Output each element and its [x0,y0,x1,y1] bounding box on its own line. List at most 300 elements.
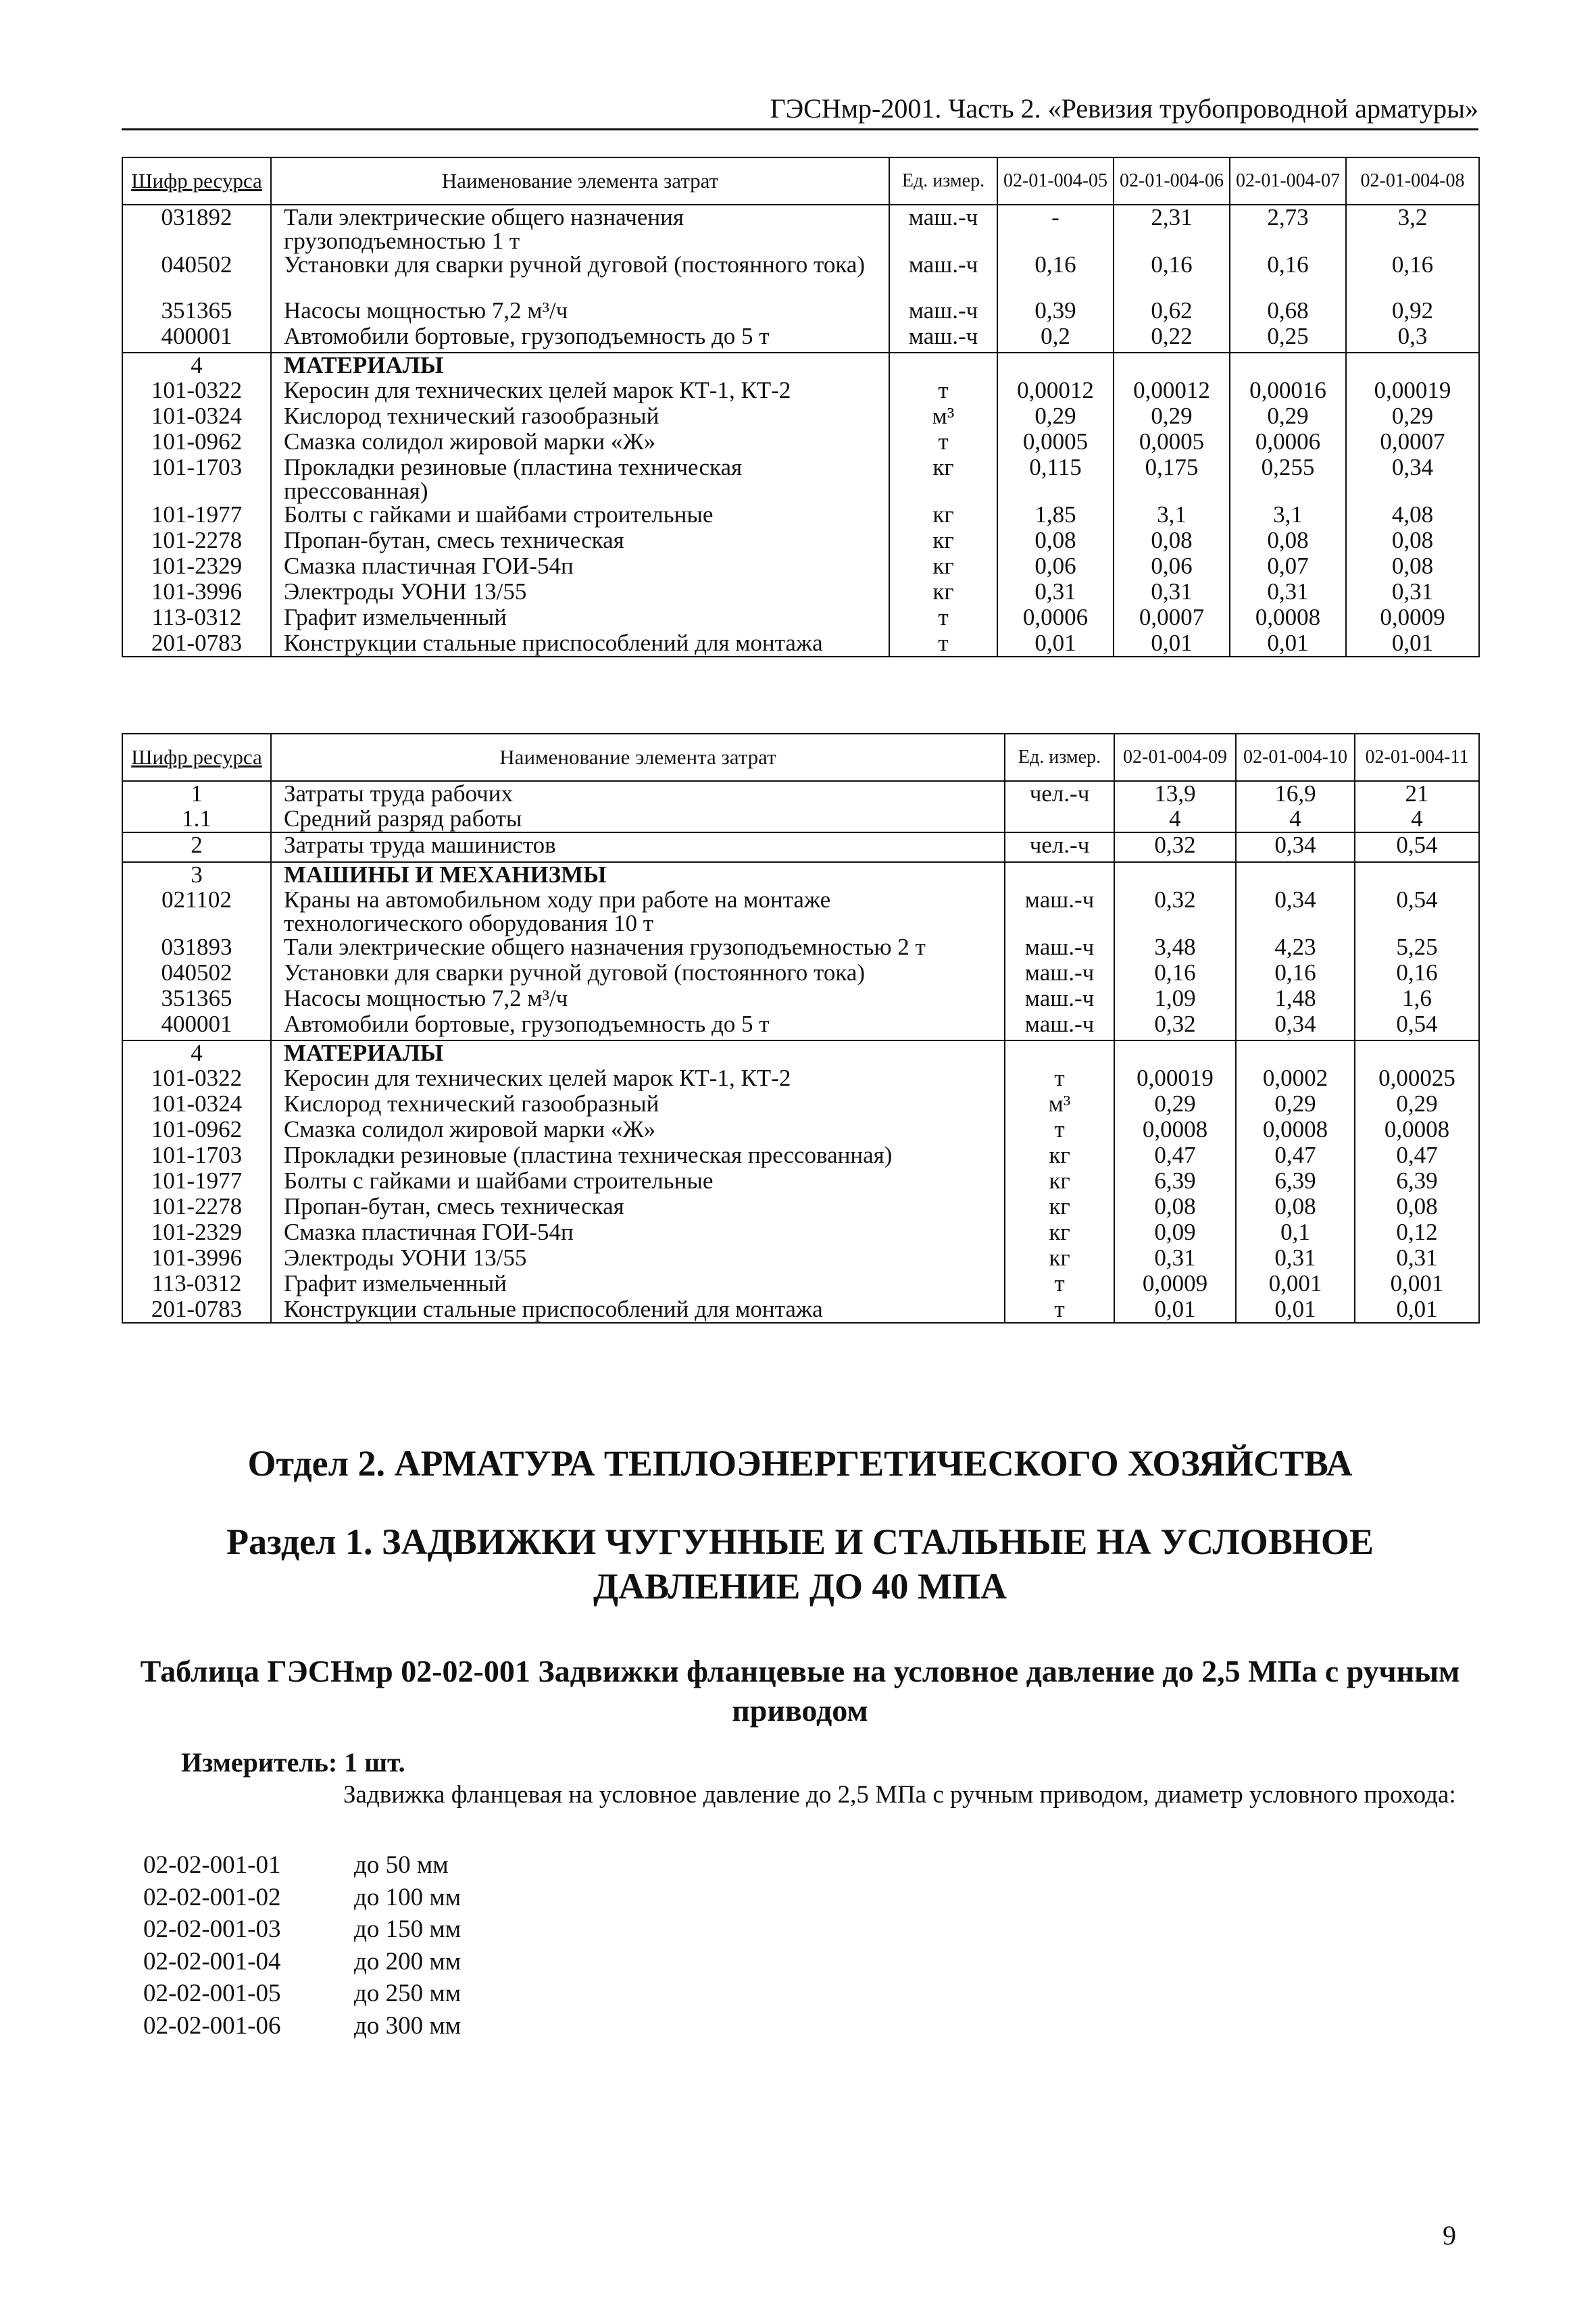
unit-cell: маш.-ч [889,205,997,253]
value-cell: 0,29 [1114,404,1230,430]
running-header: ГЭСНмр-2001. Часть 2. «Ревизия трубопроводной арматуры» [122,93,1478,130]
value-cell: 0,08 [997,528,1114,554]
value-cell: 6,39 [1114,1169,1236,1194]
list-item [143,1913,461,1946]
resource-code-cell: 101-0322 [122,378,271,404]
resource-name-cell: Смазка пластичная ГОИ-54п [271,554,889,580]
value-cell: 0,175 [1114,455,1230,503]
list-item [143,1946,461,1978]
resource-name-cell: Автомобили бортовые, грузоподъемность до 5 т [271,1012,1005,1040]
unit-cell: маш.-ч [1005,935,1114,961]
resource-code-cell: 400001 [122,1012,271,1040]
resource-code-cell: 351365 [122,299,271,324]
value-cell: 0,00025 [1355,1066,1479,1092]
value-cell: 0,0006 [1230,430,1346,455]
resource-name-cell: Установки для сварки ручной дуговой (постоянного тока) [271,253,889,299]
resource-code-cell: 101-0962 [122,1117,271,1143]
list-item [143,1849,461,1882]
value-cell: 0,0007 [1114,605,1230,631]
value-cell: 0,07 [1230,554,1346,580]
value-cell: 0,00012 [1114,378,1230,404]
table-row [122,807,1479,832]
value-cell: 0,01 [1114,1297,1236,1323]
value-cell: 0,1 [1236,1220,1355,1246]
resource-name-cell: Керосин для технических целей марок КТ-1, КТ-2 [271,1066,1005,1092]
value-cell: 0,08 [1236,1194,1355,1220]
value-cell: 2,73 [1230,205,1346,253]
value-cell: 0,92 [1346,299,1479,324]
resource-name-cell: Керосин для технических целей марок КТ-1, КТ-2 [271,378,889,404]
resource-name-cell: Смазка солидол жировой марки «Ж» [271,1117,1005,1143]
resource-code-cell: 101-0962 [122,430,271,455]
value-cell: 0,09 [1114,1220,1236,1246]
value-cell: 4,08 [1346,503,1479,528]
resource-name-cell: Электроды УОНИ 13/55 [271,1246,1005,1272]
resource-name-cell: Конструкции стальные приспособлений для монтажа [271,1297,1005,1323]
unit-cell [1005,862,1114,888]
column-header-variant: 02-01-004-11 [1355,734,1479,781]
table-header-row [122,157,1479,205]
resource-name-cell: Болты с гайками и шайбами строительные [271,503,889,528]
unit-cell: кг [889,455,997,503]
value-cell: 0,16 [1346,253,1479,299]
value-cell: 0,0005 [1114,430,1230,455]
unit-cell: кг [889,580,997,605]
resource-name-cell: Затраты труда рабочих [271,781,1005,807]
unit-cell: маш.-ч [889,299,997,324]
value-cell: 0,001 [1355,1272,1479,1297]
resource-code-cell: 101-2329 [122,1220,271,1246]
list-item [143,1978,461,2010]
value-cell [1236,862,1355,888]
resource-name-cell: Пропан-бутан, смесь техническая [271,528,889,554]
table-row [122,1143,1479,1169]
value-cell: 4 [1236,807,1355,832]
unit-cell: т [1005,1272,1114,1297]
value-cell: 0,31 [1346,580,1479,605]
value-cell [1114,1040,1236,1066]
table-row [122,781,1479,807]
column-header-variant: 02-01-004-05 [997,157,1114,205]
value-cell: 0,0008 [1355,1117,1479,1143]
resource-code-cell: 101-0324 [122,1092,271,1117]
resource-name-cell: Тали электрические общего назначения грузоподъемностью 1 т [271,205,889,253]
column-header-unit: Ед. измер. [889,157,997,205]
resource-code-cell: 101-0322 [122,1066,271,1092]
resource-name-cell: Смазка пластичная ГОИ-54п [271,1220,1005,1246]
value-cell: 3,1 [1230,503,1346,528]
column-header-variant: 02-01-004-10 [1236,734,1355,781]
value-cell: 0,22 [1114,324,1230,353]
resource-code-cell: 101-3996 [122,1246,271,1272]
value-cell: 4 [1114,807,1236,832]
table-row [122,503,1479,528]
table-row [122,888,1479,935]
unit-cell: кг [1005,1220,1114,1246]
value-cell: 16,9 [1236,781,1355,807]
table-row [122,353,1479,378]
value-cell: 0,29 [1230,404,1346,430]
table-row [122,580,1479,605]
resource-name-cell: Автомобили бортовые, грузоподъемность до 5 т [271,324,889,353]
resource-name-cell: Болты с гайками и шайбами строительные [271,1169,1005,1194]
unit-cell: м³ [1005,1092,1114,1117]
resource-name-cell: Графит измельченный [271,605,889,631]
table-row [122,324,1479,353]
resource-table-1 [122,157,1480,657]
value-cell: 0,001 [1236,1272,1355,1297]
resource-code-cell: 031893 [122,935,271,961]
value-cell: 0,06 [997,554,1114,580]
resource-code-cell: 101-1977 [122,503,271,528]
resource-name-cell: Смазка солидол жировой марки «Ж» [271,430,889,455]
department-title: Отдел 2. АРМАТУРА ТЕПЛОЭНЕРГЕТИЧЕСКОГО ХОЗЯЙСТВА [247,1443,1353,1484]
table-row [122,528,1479,554]
value-cell: 0,16 [1236,961,1355,986]
unit-cell: маш.-ч [1005,888,1114,935]
unit-cell: т [1005,1066,1114,1092]
value-cell: 0,16 [997,253,1114,299]
column-header-variant: 02-01-004-09 [1114,734,1236,781]
resource-name-cell: Конструкции стальные приспособлений для монтажа [271,631,889,657]
table-row [122,404,1479,430]
value-cell: 0,32 [1114,1012,1236,1040]
value-cell [1114,353,1230,378]
variant-text: до 100 мм [354,1883,462,1911]
table-row [122,1117,1479,1143]
value-cell: 0,08 [1230,528,1346,554]
table-row [122,1272,1479,1297]
resource-code-cell: 4 [122,353,271,378]
value-cell: 1,85 [997,503,1114,528]
resource-code-cell: 1.1 [122,807,271,832]
table-row [122,1297,1479,1323]
resource-name-cell: Прокладки резиновые (пластина техническая прессованная) [271,1143,1005,1169]
column-header-variant: 02-01-004-06 [1114,157,1230,205]
value-cell: 0,62 [1114,299,1230,324]
table-row [122,455,1479,503]
column-header-code: Шифр ресурса [122,157,271,205]
value-cell: 0,34 [1346,455,1479,503]
table-row [122,1194,1479,1220]
value-cell: 0,31 [1230,580,1346,605]
value-cell: 1,48 [1236,986,1355,1012]
value-cell: 5,25 [1355,935,1479,961]
value-cell [1114,862,1236,888]
resource-code-cell: 101-2278 [122,528,271,554]
unit-cell: т [889,378,997,404]
value-cell: 0,34 [1236,1012,1355,1040]
variant-code: 02-02-001-01 [143,1851,281,1879]
resource-name-cell: Кислород технический газообразный [271,404,889,430]
table-row [122,430,1479,455]
table-row [122,253,1479,299]
variant-description: Задвижка фланцевая на условное давление до 2,5 МПа с ручным приводом, диаметр условного прохода: [343,1781,1456,1809]
variant-text: до 250 мм [354,1980,462,2007]
unit-cell [1005,807,1114,832]
resource-name-cell: Пропан-бутан, смесь техническая [271,1194,1005,1220]
table-row [122,986,1479,1012]
value-cell: 0,08 [1114,528,1230,554]
resource-code-cell: 101-0324 [122,404,271,430]
value-cell: 1,09 [1114,986,1236,1012]
resource-table-2 [122,733,1480,1324]
resource-code-cell: 2 [122,832,271,862]
value-cell: 13,9 [1114,781,1236,807]
value-cell: 0,0007 [1346,430,1479,455]
value-cell: 0,54 [1355,888,1479,935]
table-body [122,781,1479,1323]
value-cell: 0,54 [1355,832,1479,862]
unit-cell: кг [889,554,997,580]
table-row [122,935,1479,961]
value-cell: 0,34 [1236,888,1355,935]
value-cell: 0,31 [1114,580,1230,605]
resource-name-cell: Затраты труда машинистов [271,832,1005,862]
variant-text: до 200 мм [354,1947,462,1976]
column-header-variant: 02-01-004-08 [1346,157,1479,205]
unit-cell: маш.-ч [1005,986,1114,1012]
unit-cell: чел.-ч [1005,781,1114,807]
value-cell: 0,00016 [1230,378,1346,404]
variant-text: до 300 мм [354,2011,462,2040]
column-header-name: Наименование элемента затрат [271,734,1005,781]
unit-cell: кг [1005,1169,1114,1194]
resource-name-cell: МАТЕРИАЛЫ [271,353,889,378]
value-cell: 0,06 [1114,554,1230,580]
value-cell: 0,16 [1230,253,1346,299]
unit-cell: кг [1005,1246,1114,1272]
resource-code-cell: 1 [122,781,271,807]
variant-code: 02-02-001-05 [143,1980,281,2007]
table-header-row [122,734,1479,781]
resource-name-cell: МАТЕРИАЛЫ [271,1040,1005,1066]
value-cell: 0,47 [1114,1143,1236,1169]
resource-code-cell: 3 [122,862,271,888]
table-row [122,1220,1479,1246]
resource-code-cell: 040502 [122,253,271,299]
resource-name-cell: Краны на автомобильном ходу при работе на монтаже технологического оборудования 10 т [271,888,1005,935]
value-cell: 0,115 [997,455,1114,503]
value-cell: 0,29 [997,404,1114,430]
value-cell: 0,08 [1355,1194,1479,1220]
value-cell: 0,3 [1346,324,1479,353]
table-row [122,1092,1479,1117]
unit-cell: т [889,605,997,631]
value-cell: 0,01 [1236,1297,1355,1323]
value-cell: 0,29 [1114,1092,1236,1117]
value-cell: - [997,205,1114,253]
resource-code-cell: 101-1977 [122,1169,271,1194]
value-cell: 0,16 [1355,961,1479,986]
resource-code-cell: 400001 [122,324,271,353]
value-cell: 0,32 [1114,888,1236,935]
resource-code-cell: 201-0783 [122,631,271,657]
unit-cell: т [889,631,997,657]
value-cell: 0,47 [1355,1143,1479,1169]
variant-list [143,1849,461,2042]
resource-code-cell: 021102 [122,888,271,935]
value-cell: 0,0008 [1230,605,1346,631]
resource-name-cell: Средний разряд работы [271,807,1005,832]
unit-cell: т [889,430,997,455]
value-cell: 0,29 [1355,1092,1479,1117]
resource-code-cell: 113-0312 [122,605,271,631]
value-cell: 0,08 [1114,1194,1236,1220]
variant-code: 02-02-001-03 [143,1915,281,1943]
resource-code-cell: 351365 [122,986,271,1012]
value-cell: 6,39 [1355,1169,1479,1194]
unit-cell: кг [889,503,997,528]
resource-code-cell: 201-0783 [122,1297,271,1323]
table-row [122,378,1479,404]
value-cell: 0,31 [1355,1246,1479,1272]
value-cell: 4 [1355,807,1479,832]
value-cell: 0,08 [1346,528,1479,554]
section-title: Раздел 1. ЗАДВИЖКИ ЧУГУННЫЕ И СТАЛЬНЫЕ НА УСЛОВНОЕ ДАВЛЕНИЕ ДО 40 МПА [226,1521,1374,1607]
value-cell: 3,2 [1346,205,1479,253]
unit-cell: маш.-ч [889,253,997,299]
value-cell: 0,255 [1230,455,1346,503]
unit-cell: т [1005,1117,1114,1143]
value-cell: 0,32 [1114,832,1236,862]
unit-cell: кг [1005,1194,1114,1220]
resource-name-cell: Насосы мощностью 7,2 м³/ч [271,986,1005,1012]
variant-code: 02-02-001-04 [143,1947,281,1976]
value-cell: 0,0009 [1114,1272,1236,1297]
measure-unit: Измеритель: 1 шт. [181,1747,405,1778]
value-cell: 0,0006 [997,605,1114,631]
variant-text: до 50 мм [354,1851,449,1879]
value-cell: 0,31 [997,580,1114,605]
unit-cell [889,353,997,378]
value-cell [1346,353,1479,378]
unit-cell: маш.-ч [1005,1012,1114,1040]
resource-code-cell: 031892 [122,205,271,253]
column-header-unit: Ед. измер. [1005,734,1114,781]
page-number: 9 [1443,2220,1456,2250]
table-row [122,1012,1479,1040]
unit-cell: чел.-ч [1005,832,1114,862]
value-cell: 0,00019 [1114,1066,1236,1092]
column-header-variant: 02-01-004-07 [1230,157,1346,205]
resource-code-cell: 040502 [122,961,271,986]
resource-name-cell: Кислород технический газообразный [271,1092,1005,1117]
value-cell: 0,01 [997,631,1114,657]
resource-code-cell: 101-1703 [122,1143,271,1169]
column-header-name: Наименование элемента затрат [271,157,889,205]
value-cell: 0,16 [1114,253,1230,299]
resource-name-cell: МАШИНЫ И МЕХАНИЗМЫ [271,862,1005,888]
table-row [122,1169,1479,1194]
column-header-code: Шифр ресурса [122,734,271,781]
table-row [122,554,1479,580]
variant-code: 02-02-001-02 [143,1883,281,1911]
table-row [122,631,1479,657]
table-title: Таблица ГЭСНмр 02-02-001 Задвижки фланцевые на условное давление до 2,5 МПа с ручным приводом [140,1654,1460,1728]
value-cell: 0,0005 [997,430,1114,455]
resource-name-cell: Тали электрические общего назначения грузоподъемностью 2 т [271,935,1005,961]
variant-text: до 150 мм [354,1915,462,1943]
table-body [122,205,1479,657]
list-item [143,1882,461,1914]
value-cell: 0,00019 [1346,378,1479,404]
value-cell: 0,68 [1230,299,1346,324]
value-cell [997,353,1114,378]
value-cell: 0,0008 [1114,1117,1236,1143]
resource-code-cell: 4 [122,1040,271,1066]
value-cell: 0,29 [1236,1092,1355,1117]
resource-name-cell: Прокладки резиновые (пластина техническая прессованная) [271,455,889,503]
value-cell: 0,47 [1236,1143,1355,1169]
value-cell: 1,6 [1355,986,1479,1012]
value-cell: 0,29 [1346,404,1479,430]
value-cell: 6,39 [1236,1169,1355,1194]
value-cell [1355,1040,1479,1066]
resource-code-cell: 101-1703 [122,455,271,503]
value-cell: 0,12 [1355,1220,1479,1246]
value-cell: 3,48 [1114,935,1236,961]
variant-code: 02-02-001-06 [143,2011,281,2040]
table-row [122,1040,1479,1066]
value-cell: 0,31 [1114,1246,1236,1272]
table-row [122,299,1479,324]
value-cell: 0,01 [1114,631,1230,657]
value-cell: 0,0008 [1236,1117,1355,1143]
value-cell: 4,23 [1236,935,1355,961]
resource-name-cell: Электроды УОНИ 13/55 [271,580,889,605]
resource-name-cell: Насосы мощностью 7,2 м³/ч [271,299,889,324]
resource-code-cell: 113-0312 [122,1272,271,1297]
value-cell: 0,25 [1230,324,1346,353]
table-row [122,961,1479,986]
value-cell: 21 [1355,781,1479,807]
value-cell [1355,862,1479,888]
value-cell: 0,16 [1114,961,1236,986]
unit-cell: м³ [889,404,997,430]
resource-code-cell: 101-3996 [122,580,271,605]
table-row [122,1066,1479,1092]
unit-cell: т [1005,1297,1114,1323]
value-cell: 0,0009 [1346,605,1479,631]
table-row [122,832,1479,862]
unit-cell: кг [1005,1143,1114,1169]
value-cell: 3,1 [1114,503,1230,528]
value-cell [1230,353,1346,378]
list-item [143,2010,461,2042]
table-row [122,605,1479,631]
unit-cell: кг [889,528,997,554]
unit-cell: маш.-ч [1005,961,1114,986]
value-cell: 0,34 [1236,832,1355,862]
value-cell: 0,08 [1346,554,1479,580]
unit-cell: маш.-ч [889,324,997,353]
resource-name-cell: Установки для сварки ручной дуговой (постоянного тока) [271,961,1005,986]
table-row [122,862,1479,888]
resource-name-cell: Графит измельченный [271,1272,1005,1297]
value-cell: 0,01 [1230,631,1346,657]
value-cell [1236,1040,1355,1066]
value-cell: 0,0002 [1236,1066,1355,1092]
value-cell: 0,31 [1236,1246,1355,1272]
table-row [122,205,1479,253]
value-cell: 0,00012 [997,378,1114,404]
unit-cell [1005,1040,1114,1066]
value-cell: 0,01 [1355,1297,1479,1323]
table-row [122,1246,1479,1272]
value-cell: 0,54 [1355,1012,1479,1040]
resource-code-cell: 101-2329 [122,554,271,580]
